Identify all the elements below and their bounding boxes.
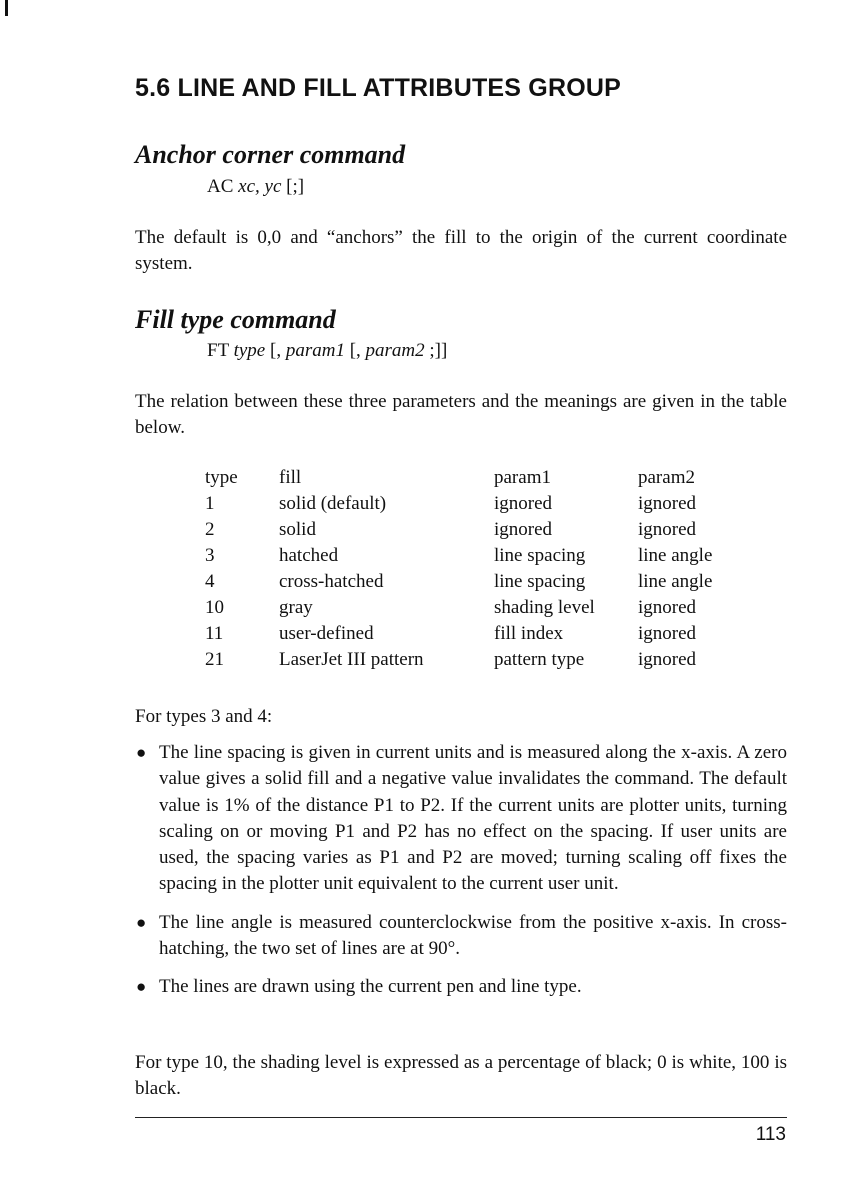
syntax-param1: param1 (285, 340, 345, 361)
table-header: fill (279, 467, 302, 488)
table-cell: 3 (205, 545, 215, 566)
syntax-command: FT (207, 340, 229, 361)
table-cell: fill index (494, 623, 564, 644)
table-cell: ignored (494, 519, 553, 540)
table-header-row (205, 467, 748, 493)
table-cell: gray (279, 597, 313, 618)
table-header: type (205, 467, 238, 488)
list-item (135, 740, 787, 898)
table-cell: ignored (638, 493, 697, 514)
table-cell: line angle (638, 571, 713, 592)
fill-type-table (205, 467, 748, 675)
list-item (135, 910, 787, 963)
fill-type-heading: Fill type command (135, 305, 336, 334)
table-row (205, 519, 748, 545)
table-cell: solid (default) (279, 493, 387, 514)
bullet-list (135, 740, 787, 1013)
syntax-param2: param2 (365, 340, 425, 361)
anchor-corner-syntax (207, 176, 304, 198)
table-cell: ignored (638, 649, 697, 670)
table-cell: pattern type (494, 649, 585, 670)
list-item-text: The lines are drawn using the current pen and line type. (159, 976, 582, 998)
table-cell: ignored (494, 493, 553, 514)
bullet-icon: ● (136, 743, 147, 762)
types-intro: For types 3 and 4: (135, 706, 273, 727)
table-header: param1 (494, 467, 551, 488)
syntax-terminator: [;] (286, 176, 305, 197)
table-cell: 4 (205, 571, 215, 592)
table-cell: user-defined (279, 623, 374, 644)
table-row (205, 623, 748, 649)
list-item-text: The line angle is measured counterclockwise from the positive x-axis. In cross-hatching, the two set of lines are at 90°. (159, 911, 787, 960)
table-cell: 1 (205, 493, 215, 514)
margin-mark (5, 0, 8, 16)
page-number: 113 (755, 1124, 786, 1145)
section-title: 5.6 LINE AND FILL ATTRIBUTES GROUP (135, 74, 621, 102)
fill-type-description: The relation between these three parameters and the meanings are given in the table below. (135, 391, 787, 438)
table-cell: ignored (638, 519, 697, 540)
anchor-corner-description: The default is 0,0 and “anchors” the fill to the origin of the current coordinate system. (135, 227, 787, 274)
anchor-corner-heading: Anchor corner command (135, 140, 406, 169)
table-row (205, 597, 748, 623)
table-cell: line spacing (494, 545, 586, 566)
syntax-command: AC (207, 176, 234, 197)
bullet-icon: ● (136, 912, 147, 932)
syntax-terminator: ;]] (429, 340, 448, 361)
table-cell: LaserJet III pattern (279, 649, 424, 670)
table-cell: shading level (494, 597, 595, 618)
table-row (205, 649, 748, 675)
syntax-bracket: [, (349, 340, 361, 361)
table-cell: line spacing (494, 571, 586, 592)
table-cell: cross-hatched (279, 571, 384, 592)
table-cell: 21 (205, 649, 224, 670)
table-row (205, 545, 748, 571)
table-cell: 10 (205, 597, 224, 618)
footer-divider (135, 1117, 787, 1118)
list-item (135, 974, 787, 1000)
table-row (205, 493, 748, 519)
table-cell: 11 (205, 623, 224, 644)
list-item-text: The line spacing is given in current units and is measured along the x-axis. A zero value gives a solid fill and a negative value invalidates the command. The default value is 1% of the distance P1 to P2. If the current units are plotter units, turning scaling on or moving P1 and P2 has no effect on the spacing. If user units are used, the spacing varies as P1 and P2 are moved; turning scaling off fixes the spacing in the plotter unit equivalent to the current user unit. (159, 742, 787, 895)
syntax-type: type (233, 340, 266, 361)
table-cell: solid (279, 519, 316, 540)
bullet-icon: ● (136, 977, 147, 997)
table-cell: ignored (638, 623, 697, 644)
table-row (205, 571, 748, 597)
table-header: param2 (638, 467, 695, 488)
table-cell: line angle (638, 545, 713, 566)
fill-type-syntax (207, 340, 447, 362)
table-cell: hatched (279, 545, 339, 566)
shading-note: For type 10, the shading level is expressed as a percentage of black; 0 is white, 100 is black. (135, 1052, 787, 1099)
syntax-args: xc, yc (238, 176, 282, 197)
table-cell: 2 (205, 519, 215, 540)
table-cell: ignored (638, 597, 697, 618)
syntax-bracket: [, (270, 340, 282, 361)
